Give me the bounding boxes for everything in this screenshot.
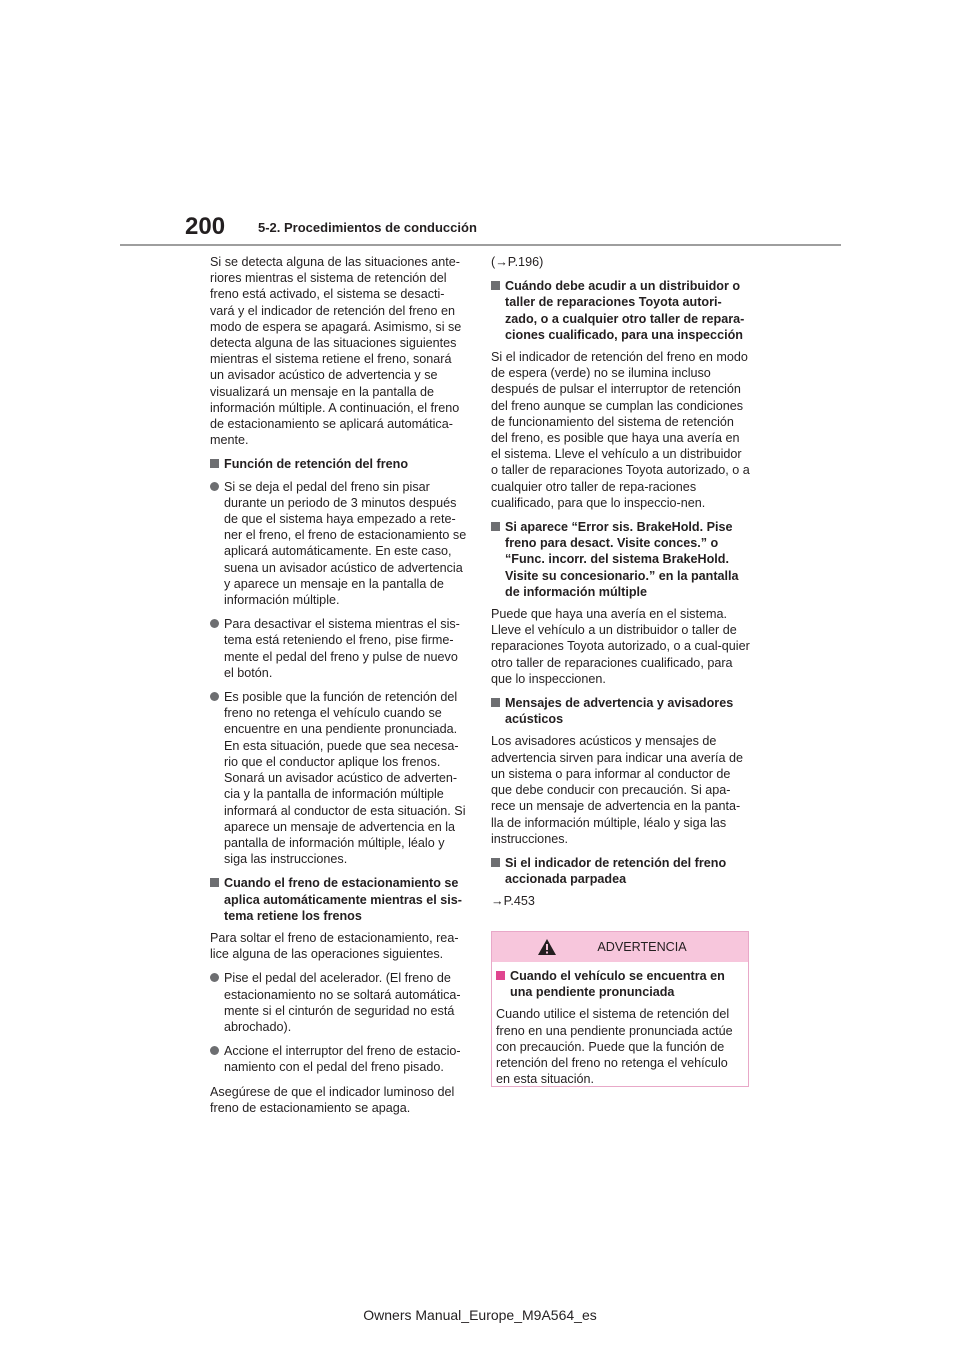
bullet-item: Accione el interruptor del freno de estacio-namiento con el pedal del freno pisado.: [210, 1043, 468, 1075]
page-reference: (→P.196): [491, 255, 544, 269]
left-column: [210, 254, 468, 1124]
round-bullet-icon: [210, 973, 219, 982]
square-bullet-icon: [210, 459, 219, 468]
header-rule: [120, 244, 841, 246]
section-heading: Cuándo debe acudir a un distribuidor o taller de reparaciones Toyota autori-zado, o a cualquier otro taller de repara-ciones cualificado, para una inspección: [491, 278, 751, 343]
warning-box: [491, 931, 749, 1087]
square-bullet-icon: [491, 522, 500, 531]
square-bullet-icon: [491, 858, 500, 867]
paragraph: Puede que haya una avería en el sistema. Lleve el vehículo a un distribuidor o taller de reparaciones Toyota autorizado, o a cual-quier otro taller de reparaciones cualificado, para que lo inspeccionen.: [491, 607, 750, 686]
paragraph: Para soltar el freno de estacionamiento, rea-lice alguna de las operaciones siguientes.: [210, 930, 459, 962]
warning-body: [492, 962, 748, 1087]
intro-paragraph: Si se detecta alguna de las situaciones ante-riores mientras el sistema de retención del freno está activado, el sistema se desacti-vará y el indicador de retención del freno en modo de espera se apagará. Asimismo, si se detecta alguna de las situaciones siguientes mientras el sistema retiene el freno, sonará un avisador acústico de advertencia y se visualizará un mensaje en la pantalla de información múltiple. A continuación, el freno de estacionamiento se aplicará automática-mente.: [210, 255, 462, 448]
paragraph: Asegúrese de que el indicador luminoso del freno de estacionamiento se apaga.: [210, 1084, 455, 1115]
square-bullet-icon: [491, 698, 500, 707]
square-bullet-icon: [496, 971, 505, 980]
footer-text: Owners Manual_Europe_M9A564_es: [363, 1307, 597, 1323]
page-reference: →P.453: [491, 894, 535, 909]
round-bullet-icon: [210, 1046, 219, 1055]
section-heading: Cuando el freno de estacionamiento se aplica automáticamente mientras el sis-tema retiene los frenos: [210, 875, 468, 924]
warning-heading: Cuando el vehículo se encuentra en una pendiente pronunciada: [496, 968, 744, 1000]
round-bullet-icon: [210, 692, 219, 701]
bullet-item: Es posible que la función de retención del freno no retenga el vehículo cuando se encuentre en una pendiente pronunciada. En esta situación, puede que sea necesa-rio que el conductor aplique los frenos. Sonará un avisador acústico de adverten-cia y la pantalla de información múltiple informará al conductor de esta situación. Si aparece un mensaje de advertencia en la pantalla de información múltiple, léalo y siga las instrucciones.: [210, 689, 468, 867]
section-title: 5-2. Procedimientos de conducción: [258, 220, 477, 235]
warning-header: [492, 932, 748, 962]
warning-text: Cuando utilice el sistema de retención del freno en una pendiente pronunciada actúe con precaución. Puede que la función de retención del freno no retenga el vehículo en esta situación.: [496, 1007, 733, 1087]
section-heading: Función de retención del freno: [210, 456, 468, 472]
round-bullet-icon: [210, 619, 219, 628]
paragraph: Los avisadores acústicos y mensajes de advertencia sirven para indicar una avería de un sistema o para informar al conductor de que debe conducir con precaución. Si apa-rece un mensaje de advertencia en la panta-lla de información múltiple, léalo y siga las instrucciones.: [491, 734, 744, 846]
section-heading: Si aparece “Error sis. BrakeHold. Pise freno para desact. Visite conces.” o “Func. incorr. del sistema BrakeHold. Visite su concesionario.” en la pantalla de información múltiple: [491, 519, 751, 600]
warning-title: ADVERTENCIA: [597, 940, 687, 954]
square-bullet-icon: [491, 281, 500, 290]
bullet-item: Para desactivar el sistema mientras el sis-tema está reteniendo el freno, pise firme-mente el pedal del freno y pulse de nuevo el botón.: [210, 616, 468, 681]
right-column: [491, 254, 751, 918]
round-bullet-icon: [210, 482, 219, 491]
section-heading: Si el indicador de retención del freno accionada parpadea: [491, 855, 751, 887]
square-bullet-icon: [210, 878, 219, 887]
page-number: 200: [185, 213, 226, 240]
section-heading: Mensajes de advertencia y avisadores acústicos: [491, 695, 751, 727]
bullet-item: Pise el pedal del acelerador. (El freno de estacionamiento no se soltará automática-mente si el cinturón de seguridad no está abrochado).: [210, 970, 468, 1035]
paragraph: Si el indicador de retención del freno en modo de espera (verde) no se ilumina incluso después de pulsar el interruptor de retención del freno aunque se cumplan las condiciones de funcionamiento del sistema de retención del freno, es posible que haya una avería en el sistema. Lleve el vehículo a un distribuidor o taller de reparaciones Toyota autorizado, o a cualquier otro taller de repa-raciones cualificado, para que lo inspeccio-nen.: [491, 350, 750, 510]
bullet-item: Si se deja el pedal del freno sin pisar durante un periodo de 3 minutos después de que el sistema haya empezado a rete-ner el freno, el freno de estacionamiento se aplicará automáticamente. En este caso, suena un avisador acústico de advertencia y aparece un mensaje en la pantalla de información múltiple.: [210, 479, 468, 609]
